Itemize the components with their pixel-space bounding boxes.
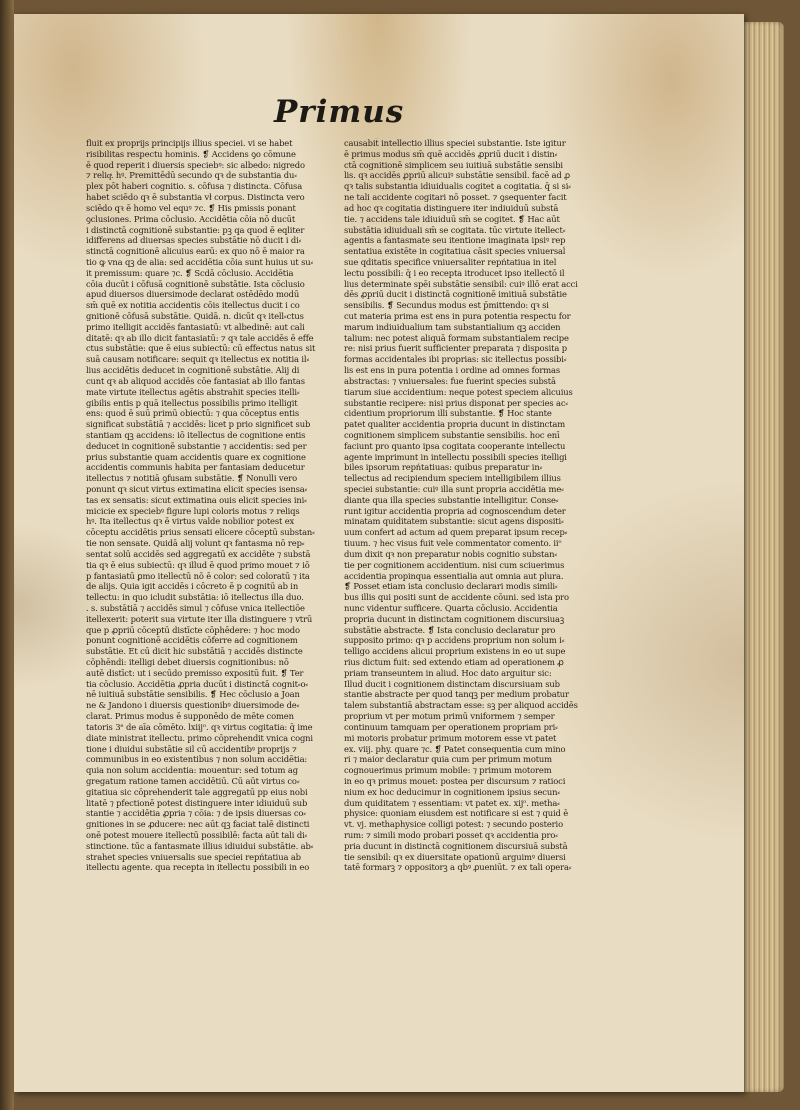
text-line: ponunt qꝛ sicut virtus extimatina elicit species isensa⸗ bbox=[86, 484, 308, 494]
text-line: habet sciēdo qꝛ ē substantia vł corpus. Distincta vero bbox=[86, 192, 305, 203]
text-line: gibilis entis p quā itellectus possibilis primo itelligit bbox=[86, 397, 298, 408]
text-line: dēs ꝓpriū ducit i distinctā cognitionē imitiuā substātie bbox=[344, 289, 567, 300]
text-line: patet qualiter accidentia propria ducunt in distinctam bbox=[344, 419, 566, 430]
text-line: telligo accidens alicui proprium existens in eo ut supe bbox=[344, 646, 566, 657]
text-line: ne & Jandono i diuersis questionibꝰ diuersimode de⸗ bbox=[86, 700, 300, 711]
page-heading: Primus bbox=[274, 94, 405, 130]
text-line: gitatiua sic cōprehenderit tale aggregatū pp eius nobi bbox=[86, 786, 308, 797]
text-line: tie per cognitionem accidentium. nisi cum sciuerimus bbox=[344, 559, 565, 570]
text-line: propria ducunt in distinctam cognitionem discursiuaꝫ bbox=[344, 613, 565, 624]
text-line: stinctā cognitionē alicuius earū: ex quo nō ē maior ra bbox=[86, 246, 305, 257]
text-line: in eo qꝛ primus mouet: postea per discursum ⁊ ratioci bbox=[344, 775, 566, 786]
text-line: ❡ Posset etiam ista conclusio declarari modis simili⸗ bbox=[344, 581, 558, 592]
text-line: fluit ex proprijs principijs illius speciei. vi se habet bbox=[86, 138, 293, 148]
text-line: nē iuitiuā substātie sensibilis. ❡ Hec cōclusio a Joan bbox=[86, 689, 300, 700]
text-line: de alijs. Quia igit̄ accidēs i cōcreto ē p cognitū ab in bbox=[86, 581, 299, 592]
text-line: cōceptu accidētis prius sensati elicere cōceptū substan⸗ bbox=[86, 527, 315, 538]
text-line: primo itelligit accidēs fantasiatū: vt albedinē: aut cali bbox=[86, 321, 305, 332]
text-line: re: nisi prius fuerit sufficienter preparata ⁊ disposita p bbox=[344, 343, 567, 354]
text-line: substātie abstracte. ❡ Ista conclusio declaratur pro bbox=[344, 624, 556, 635]
text-line: sensibilis. ❡ Secundus modus est p̄mittendo: qꝛ si bbox=[344, 300, 549, 311]
text-line: onē potest mouere itellectū possibilē: facta aūt tali di⸗ bbox=[86, 830, 308, 840]
text-line: abstractas: ⁊ vniuersales: fue fuerint species substā bbox=[344, 375, 556, 386]
text-line: lius determinate spēi substātie sensibil: cuiꝰ illō erat acci bbox=[344, 278, 578, 289]
text-line: agentis a fantasmate seu itentione imaginata ipsiꝰ rep bbox=[344, 235, 566, 246]
text-line: communibus in eo existentibus ⁊ non solum accidētia: bbox=[86, 754, 308, 765]
text-line: lius accidētis deducet̄ in cognitionē substātie. Alij di bbox=[86, 365, 300, 376]
text-line: cognouerimus primum mobile: ⁊ primum motorem bbox=[344, 765, 552, 776]
text-line: mate virtute itellectus agētis abstrahit̄ species itelli⸗ bbox=[86, 386, 300, 397]
text-line: sm̄ quē ex notitia accidentis cōis itellectus ducit i co bbox=[86, 300, 300, 311]
text-line: tellectus ad recipiendum speciem intelligibilem illius bbox=[344, 473, 561, 484]
text-line: substātia idiuiduali sm̄ se cogitata. tūc virtute itellect⸗ bbox=[344, 224, 566, 235]
text-line: supposito primo: qꝛ p accidens proprium non solum i⸗ bbox=[344, 635, 565, 646]
text-line: clarat̄. Primus modus ē supponēdo de mēte comen bbox=[86, 711, 294, 722]
text-line: tione i diuidui substātie sil cū accidentibꝰ proprijs ⁊ bbox=[86, 743, 297, 754]
text-column-left bbox=[86, 138, 324, 928]
text-line: formas accidentales ibi proprias: sic itellectus possibi⸗ bbox=[344, 354, 567, 365]
text-line: lis. qꝛ accidēs ꝓpriū alicuiꝰ substātie sensibil̄. facē ad ꝓ bbox=[344, 170, 570, 181]
text-line: diate ministrat itellectu. primo cōprehendit vnica cogni bbox=[86, 732, 313, 743]
text-line: deducet̄ in cognitionē substantie ⁊ accidentis: sed per bbox=[86, 440, 307, 451]
text-line: cunt qꝛ ab aliquod accidēs cōe fantasiat̄ ab illo fantas bbox=[86, 375, 305, 386]
text-line: tatoris 3ᵉ de aīa cōmēto. lxiijᵒ. qꝛ virtus cogitatia: q̄ ime bbox=[86, 721, 313, 732]
text-line: significat substātiā ⁊ accidēs: licet p prio significet sub bbox=[86, 419, 311, 430]
text-line: substantie recipere: nisi prius disponat per species ac⸗ bbox=[344, 397, 569, 408]
text-line: qꝛ talis substantia idiuidualis cogitet̄ a cogitatia. q̄ si si⸗ bbox=[344, 181, 571, 192]
text-line: speciei substantie: cuiꝰ illa sunt propria accidētia me⸗ bbox=[344, 484, 564, 494]
text-line: substātie. Et cū dicit̄ hic substātiā ⁊ accidēs distincte bbox=[86, 646, 303, 657]
text-column-right bbox=[344, 138, 582, 928]
text-line: ex. viij. phy. quare ⁊c. ❡ Patet consequentia cum mino bbox=[344, 743, 566, 754]
text-line: stantiam qꝫ accidens: iō itellectus de cognitione entis bbox=[86, 429, 306, 440]
text-line: proprium vt per motum primū vniformem ⁊ semper bbox=[344, 711, 555, 722]
text-line: tas ex sensatis: sicut extimatina ouis elicit species ini⸗ bbox=[86, 494, 307, 505]
text-line: micicie ex speciebꝰ figure lupi coloris motus ⁊ reliqs bbox=[86, 505, 300, 516]
text-line: dum quiditatem ⁊ essentiam: vt patet ex. xijᵒ. metha⸗ bbox=[344, 797, 560, 808]
text-line: tiarum siue accidentium: neque potest speciem alicuius bbox=[344, 386, 573, 397]
text-line: tie. ⁊ accidens tale idiuiduū sm̄ se cogitet̄. ❡ Hac aūt bbox=[344, 213, 560, 224]
text-line: ri ⁊ maior declaratur quia cum per primum motum bbox=[344, 754, 552, 765]
text-line: suā causam notificare: sequit qꝛ itellectus ex notitia il⸗ bbox=[86, 354, 310, 365]
text-line: ens: quod ē suū primū obiectū: ⁊ qua cōceptus entis bbox=[86, 408, 300, 419]
text-line: cidentium propriorum illi substantie. ❡ Hoc stante bbox=[344, 408, 552, 419]
text-line: mi motoris probatur primum motorem esse vt patet bbox=[344, 732, 557, 743]
text-line: gnitionē cōfusā substātie. Quidā. n. dicūt qꝛ itell⸗ctus bbox=[86, 311, 304, 321]
text-line: stantie ⁊ accidētia ꝓpria ⁊ cōia: ⁊ de ipsis diuersas co⸗ bbox=[86, 808, 306, 819]
text-line: itellectu agente. qua recepta in itellectu possibili in eo bbox=[86, 862, 310, 873]
text-line: cōphēndi: itelligi debet diuersis cognitionibus: nō bbox=[86, 657, 289, 667]
text-line: rius dictum fuit: sed extendo etiam ad operationem ꝓ bbox=[344, 657, 564, 667]
text-line: continuum tamquam per operationem propriam pri⸗ bbox=[344, 721, 558, 732]
text-line: physice: quoniam eiusdem est notificare si est ⁊ quid ē bbox=[344, 808, 569, 819]
text-line: stantie abstracte per quod tanqꝫ per medium probatur bbox=[344, 689, 569, 700]
text-line: bus illis qui positi sunt de accidente cōuni. sed ista pro bbox=[344, 592, 569, 603]
text-line: marum indiuidualium tam substantialium qꝫ acciden bbox=[344, 321, 561, 332]
text-line: tatē formarꝫ ⁊ oppositorꝫ a qbꝰ ꝓueniūt. ⁊ ex tali opera⸗ bbox=[344, 862, 572, 873]
text-line: itellectus ⁊ notitiā ꝯfusam substātie. ❡ Nonulli vero bbox=[86, 473, 298, 484]
text-line: accidentis communis habita per fantasiam deducetur bbox=[86, 462, 305, 473]
text-line: diante qua illa species substantie intelligitur. Conse⸗ bbox=[344, 494, 559, 505]
text-line: cognitionem simplicem substantie sensibilis. hoc enī bbox=[344, 429, 560, 440]
text-line: runt igitur accidentia propria ad cognoscendum deter bbox=[344, 505, 566, 516]
text-line: sue qditatis specifice vniuersaliter repńtatiua in itel bbox=[344, 256, 557, 267]
text-line: sentatiua existēte in cogitatiua cāsit species vniuersal̄ bbox=[344, 246, 566, 257]
text-line: agente imprimunt in intellectu possibili species itelligi bbox=[344, 451, 567, 462]
text-line: cut materia prima est ens in pura potentia respectu for bbox=[344, 311, 571, 321]
text-line: tellectu: in quo icludit substātia: iō itellectus illa duo. bbox=[86, 592, 304, 603]
text-line: pria ducunt in distinctā cognitionem discursiuā substā bbox=[344, 840, 568, 851]
text-line: nium ex hoc deducimur in cognitionem ipsius secun⸗ bbox=[344, 786, 560, 797]
text-line: tia qꝛ ē eius subiectū: qꝛ illud ē quod primo mouet ⁊ iō bbox=[86, 559, 310, 570]
text-line: tiuum. ⁊ hec visus fuit vele commentator comento. iiᵒ bbox=[344, 538, 562, 549]
text-line: it premissum: quare ⁊c. ❡ Scdā cōclusio. Accidētia bbox=[86, 267, 294, 278]
text-line: accidentia propinqua essentialia aut omnia aut plura. bbox=[344, 570, 564, 581]
text-line: ad hoc qꝛ cogitatia distinguere iter indiuiduū substā bbox=[344, 202, 559, 213]
text-line: i distinctā cognitionē substantie: pꝫ qa quod ē eqliter bbox=[86, 224, 305, 235]
text-line: lectu possibili: q̄ i eo recepta itroducet̄ ipso itellectō il bbox=[344, 267, 565, 278]
text-line: nunc videntur sufficere. Quarta cōclusio. Accidentia bbox=[344, 602, 558, 613]
text-line: talium: nec potest aliquā formam substantialem recipe bbox=[344, 332, 569, 343]
text-line: ditatē: qꝛ ab illo dicit̄ fantasiatū: ⁊ qꝛ tale accidēs ē effe bbox=[86, 332, 314, 343]
text-line: plex pōt haberi cognitio. s. cōfusa ⁊ distincta. Cōfusa bbox=[86, 181, 303, 192]
text-line: ctus substātie: que ē eius subiectū: cū effectus natus sit bbox=[86, 343, 316, 354]
text-line: risibilitas respectu hominis. ❡ Accidens ꝯo cōmune bbox=[86, 148, 296, 159]
text-line: dum dixit qꝛ non preparatur nobis cognitio substan⸗ bbox=[344, 548, 558, 559]
text-line: uum confert ad actum ad quem preparat ipsum recep⸗ bbox=[344, 527, 568, 538]
text-line: priam transeuntem in aliud. Hoc dato arguitur sic: bbox=[344, 667, 552, 678]
text-line: ponunt cognitionē accidētis cōferre ad cognitionem bbox=[86, 635, 298, 646]
text-line: faciunt pro quanto ipsa cogitata cooperante intellectu bbox=[344, 440, 566, 451]
text-line: ē primus modus sm̄ quē accidēs ꝓpriū ducit i distin⸗ bbox=[344, 148, 558, 159]
book-binding-edge bbox=[0, 0, 14, 1110]
text-line: prius substantie quam accidentis quare ex cognitione bbox=[86, 451, 306, 462]
text-line: causabit̄ intellectio illius speciei substantie. Iste igitur bbox=[344, 138, 566, 148]
text-line: gnitiones in se ꝓducere: nec aūt qꝫ faciat talē distincti bbox=[86, 819, 310, 830]
text-line: ē quod reperit i diuersis speciebꝰ: sic albedo: nigredo bbox=[86, 159, 305, 170]
text-line: Illud ducit i cognitionem distinctam discursiuam sub bbox=[344, 678, 560, 689]
text-line: gregatum ratione tamen accidētiū. Cū aūt virtus co⸗ bbox=[86, 775, 300, 786]
text-line: ꝯclusiones. Prima cōclusio. Accidētia cōia nō ducūt bbox=[86, 213, 296, 224]
text-line: ⁊ reliqͣ. hꝰ. Premittēdū secundo qꝛ de substantia du⸗ bbox=[86, 170, 297, 181]
text-line: tie non sensate. Quidā alij volunt qꝛ fantasma nō rep⸗ bbox=[86, 538, 305, 549]
text-line: ne tali accidente cogitari nō posset. ⁊ ꝯsequenter facit bbox=[344, 192, 567, 203]
text-line: sentat solū accidēs sed aggregatū ex accidēte ⁊ substā bbox=[86, 548, 311, 559]
text-line: ctā cognitionē simplicem seu iuitiuā substātie sensibi bbox=[344, 159, 563, 170]
text-line: sciēdo qꝛ ē homo vel equꝰ ⁊c. ❡ His pmissis ponant bbox=[86, 202, 296, 213]
text-line: strahet̄ species vniuersalis sue speciei repńtatiua ab bbox=[86, 851, 301, 862]
text-line: litatē ⁊ pfectionē potest distinguere inter idiuiduū sub bbox=[86, 797, 308, 808]
text-line: tie sensibil: qꝛ ex diuersitate opationū arguimꝰ diuersi bbox=[344, 851, 566, 862]
text-line: biles ipsorum repńtatiuas: quibus preparatur in⸗ bbox=[344, 462, 543, 473]
text-line: tia cōclusio. Accidētia ꝓpria ducūt i distinctā cognit⸗o⸗ bbox=[86, 678, 308, 689]
text-line: vt. vj. methaphysice colligi potest: ⁊ secundo posterio bbox=[344, 819, 563, 830]
book-page bbox=[14, 14, 744, 1092]
text-line: quia non solum accidentia: mouentur: sed totum ag bbox=[86, 765, 298, 776]
text-line: que p ꝓpriū cōceptū distīcte cōphēdere: ⁊ hoc modo bbox=[86, 624, 300, 635]
text-line: . s. substātiā ⁊ accidēs simul ⁊ cōfuse vnica itellectiōe bbox=[86, 602, 305, 613]
text-line: tio ꝙ vna qꝫ de alia: sed accidētia cōia sunt huius ut su⸗ bbox=[86, 256, 314, 267]
text-line: rum: ⁊ simili modo probari posset qꝛ accidentia pro⸗ bbox=[344, 830, 558, 840]
text-line: apud diuersos diuersimode declarat̄ ostēdēdo modū bbox=[86, 289, 300, 300]
text-line: hꝰ. Ita itellectus qꝛ ē virtus valde nobilior potest ex bbox=[86, 516, 295, 527]
text-line: idifferens ad diuersas species substātie nō ducit i di⸗ bbox=[86, 235, 302, 246]
text-line: itellexerit: poterit sua virtute iter illa distinguere ⁊ vtrū bbox=[86, 613, 313, 624]
text-line: talem substantiā abstractam esse: sꝫ per aliquod accidēs bbox=[344, 700, 578, 711]
text-line: stinctione. tūc a fantasmate illius idiuidui substātie. ab⸗ bbox=[86, 840, 314, 851]
text-line: p fantasiatū ꝑmo itellectū nō ē color: sed coloratū ⁊ ita bbox=[86, 570, 310, 581]
text-line: cōia ducūt i cōfusā cognitionē substātie. Ista cōclusio bbox=[86, 278, 305, 289]
text-line: minatam quiditatem substantie: sicut agens dispositi⸗ bbox=[344, 516, 564, 527]
text-line: autē distīct: ut i secūdo premisso expositū fuit. ❡ Ter bbox=[86, 667, 304, 678]
text-line: lis est ens in pura potentia i ordine ad omnes formas bbox=[344, 365, 561, 376]
